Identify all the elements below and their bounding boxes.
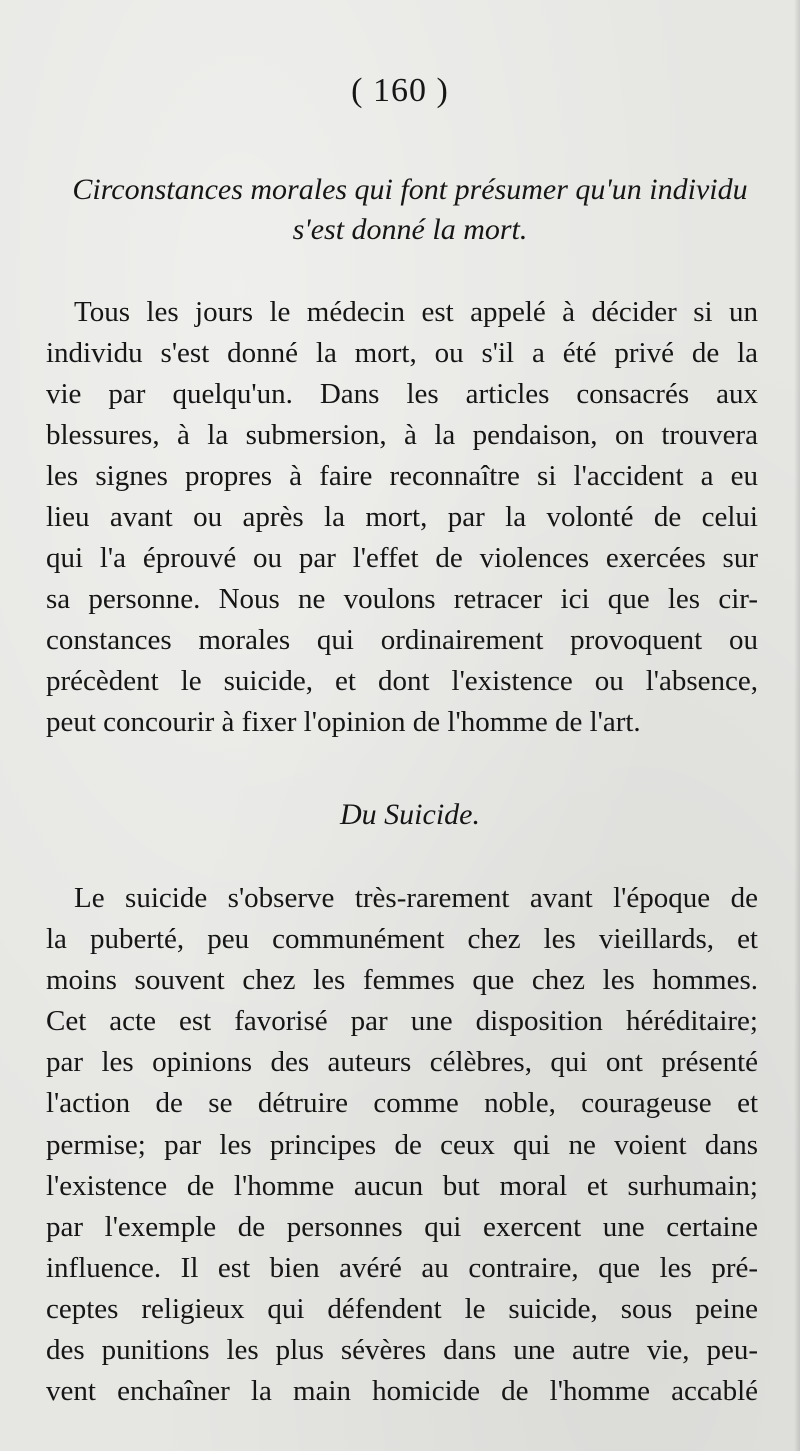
text-line: vent enchaîner la main homicide de l'homme accablé <box>46 1375 758 1408</box>
text-line: des punitions les plus sévères dans une autre vie, peu- <box>46 1334 758 1367</box>
section-title-line: s'est donné la mort. <box>292 213 528 246</box>
paragraph-1 <box>46 292 758 743</box>
text-line: par l'exemple de personnes qui exercent une certaine <box>46 1210 758 1243</box>
text-line: ceptes religieux qui défendent le suicide, sous peine <box>46 1292 758 1325</box>
text-line: qui l'a éprouvé ou par l'effet de violences exercées sur <box>46 542 758 574</box>
text-line: la puberté, peu communément chez les vieillards, et <box>46 923 758 956</box>
page-number: ( 160 ) <box>351 72 449 109</box>
text-line: Tous les jours le médecin est appelé à décider si un <box>74 296 758 328</box>
text-line: blessures, à la submersion, à la pendaison, on trouvera <box>46 419 758 451</box>
text-line: précèdent le suicide, et dont l'existence ou l'absence, <box>46 665 758 697</box>
subsection-title: Du Suicide. <box>340 798 480 831</box>
text-line: Cet acte est favorisé par une disposition héréditaire; <box>46 1005 758 1038</box>
text-line: les signes propres à faire reconnaître si l'accident a eu <box>46 460 758 492</box>
text-line: l'existence de l'homme aucun but moral et surhumain; <box>46 1169 758 1202</box>
text-line: vie par quelqu'un. Dans les articles consacrés aux <box>46 378 758 410</box>
text-line: permise; par les principes de ceux qui ne voient dans <box>46 1128 758 1161</box>
text-line: moins souvent chez les femmes que chez les hommes. <box>46 964 758 997</box>
section-title <box>40 170 780 250</box>
text-line: constances morales qui ordinairement provoquent ou <box>46 624 758 656</box>
text-line: l'action de se détruire comme noble, courageuse et <box>46 1087 758 1120</box>
text-line: sa personne. Nous ne voulons retracer ici que les cir- <box>46 583 758 615</box>
text-line: lieu avant ou après la mort, par la volonté de celui <box>46 501 758 533</box>
text-line: par les opinions des auteurs célèbres, qui ont présenté <box>46 1046 758 1079</box>
text-line: influence. Il est bien avéré au contraire, que les pré- <box>46 1251 758 1284</box>
page-edge-shadow <box>794 0 800 1451</box>
section-title-line: Circonstances morales qui font présumer qu'un individu <box>72 173 748 206</box>
text-line: peut concourir à fixer l'opinion de l'homme de l'art. <box>46 706 641 738</box>
text-line: individu s'est donné la mort, ou s'il a été privé de la <box>46 337 758 369</box>
paragraph-2 <box>46 878 758 1412</box>
text-line: Le suicide s'observe très-rarement avant l'époque de <box>74 882 758 914</box>
